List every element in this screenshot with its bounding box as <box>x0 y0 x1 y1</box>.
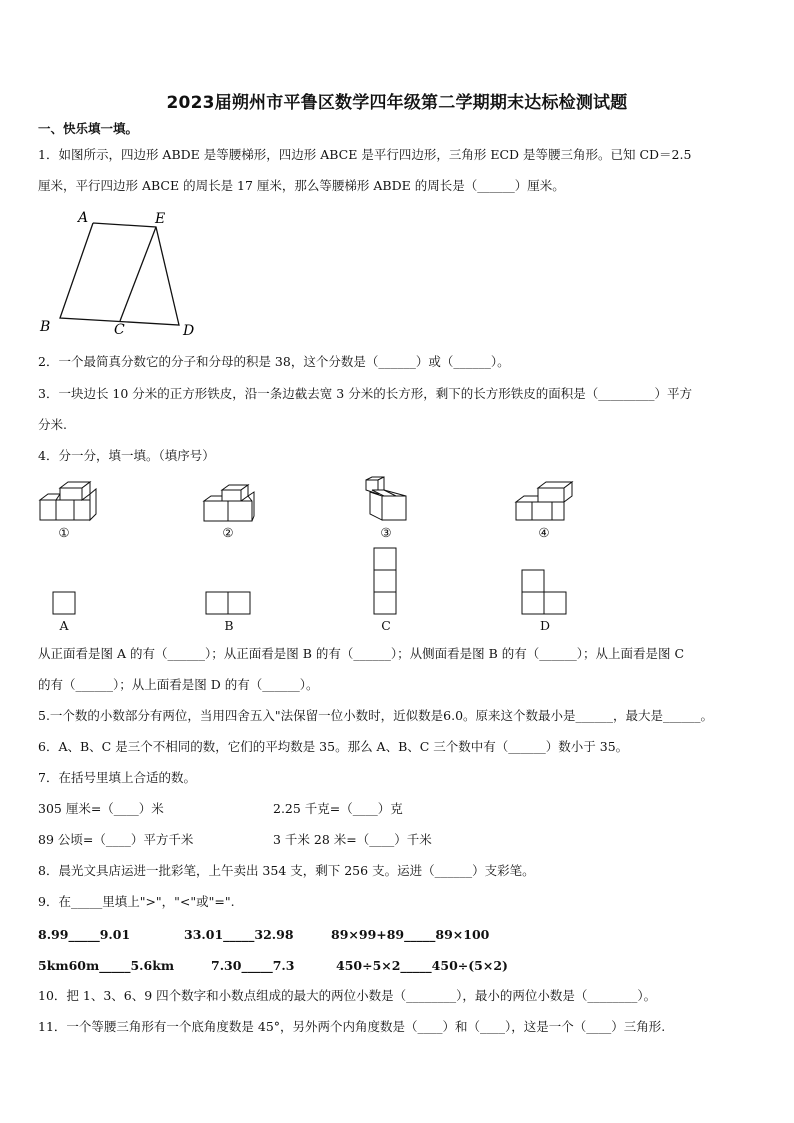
view-label-c: C <box>381 618 391 633</box>
section-heading: 一、快乐填一填。 <box>38 121 139 136</box>
trapezoid-outline <box>60 223 179 325</box>
question-7-d: 3 千米 28 米=（____）千米 <box>273 832 432 847</box>
trapezoid-figure <box>36 205 206 340</box>
question-1-line-1: 1．如图所示，四边形 ABDE 是等腰梯形，四边形 ABCE 是平行四边形，三角形 ECD 是等腰三角形。已知 CD＝2.5 <box>38 147 692 162</box>
question-11: 11．一个等腰三角形有一个底角度数是 45°，另外两个内角度数是（____）和（____），这是一个（____）三角形. <box>38 1019 666 1034</box>
view-b-figure <box>205 591 253 617</box>
question-3-line-2: 分米. <box>38 417 67 432</box>
question-9-item-5: 7.30_____7.3 <box>211 958 295 973</box>
question-4-stem: 4．分一分，填一填。（填序号） <box>38 448 215 463</box>
question-10: 10．把 1、3、6、9 四个数字和小数点组成的最大的两位小数是（________），最小的两位小数是（________）。 <box>38 988 657 1003</box>
solid-3-figure <box>362 476 410 524</box>
view-label-a: A <box>59 618 69 633</box>
question-8: 8．晨光文具店运进一批彩笔，上午卖出 354 支，剩下 256 支。运进（______）支彩笔。 <box>38 863 535 878</box>
question-7-a: 305 厘米=（____）米 <box>38 801 164 816</box>
label-a: A <box>78 210 89 226</box>
view-label-d: D <box>539 618 551 633</box>
question-9-item-2: 33.01_____32.98 <box>184 927 294 942</box>
question-6: 6．A、B、C 是三个不相同的数，它们的平均数是 35。那么 A、B、C 三个数中有（______）数小于 35。 <box>38 739 629 754</box>
question-9-stem: 9．在_____里填上">"，"<"或"=". <box>38 894 235 909</box>
question-9-item-4: 5km60m_____5.6km <box>38 958 175 973</box>
question-5: 5.一个数的小数部分有两位，当用四舍五入"法保留一位小数时，近似数是6.0。原来这个数最小是______，最大是______。 <box>38 708 714 723</box>
solid-4-figure <box>514 480 578 524</box>
question-9-item-3: 89×99+89_____89×100 <box>331 927 490 942</box>
view-a-figure <box>52 591 78 617</box>
question-3-line-1: 3．一块边长 10 分米的正方形铁皮，沿一条边截去宽 3 分米的长方形，剩下的长方形铁皮的面积是（_________）平方 <box>38 386 692 401</box>
page-title: 2023届朔州市平鲁区数学四年级第二学期期末达标检测试题 <box>166 93 628 113</box>
question-7-b: 2.25 千克=（____）克 <box>273 801 403 816</box>
question-9-item-6: 450÷5×2_____450÷(5×2) <box>336 958 508 973</box>
question-9-item-1: 8.99_____9.01 <box>38 927 131 942</box>
label-c: C <box>114 322 125 338</box>
solid-2-figure <box>202 483 258 525</box>
question-2: 2．一个最简真分数它的分子和分母的积是 38，这个分数是（______）或（______）。 <box>38 354 510 369</box>
solid-label-1: ① <box>58 525 70 540</box>
view-d-figure <box>521 569 569 617</box>
view-label-b: B <box>224 618 234 633</box>
label-b: B <box>40 319 51 335</box>
segment-ec <box>120 227 156 321</box>
question-7-stem: 7．在括号里填上合适的数。 <box>38 770 196 785</box>
question-1-line-2: 厘米，平行四边形 ABCE 的周长是 17 厘米，那么等腰梯形 ABDE 的周长是（______）厘米。 <box>38 178 565 193</box>
question-4-line-1: 从正面看是图 A 的有（______）；从正面看是图 B 的有（______）；从侧面看是图 B 的有（______）；从上面看是图 C <box>38 646 685 661</box>
view-c-figure <box>373 547 399 617</box>
solid-label-3: ③ <box>380 525 392 540</box>
solid-1-figure <box>38 480 98 524</box>
label-d: D <box>183 323 195 339</box>
question-4-line-2: 的有（______）；从上面看是图 D 的有（______）。 <box>38 677 319 692</box>
label-e: E <box>155 211 166 227</box>
solid-label-4: ④ <box>538 525 550 540</box>
solid-label-2: ② <box>222 525 234 540</box>
question-7-c: 89 公顷=（____）平方千米 <box>38 832 194 847</box>
